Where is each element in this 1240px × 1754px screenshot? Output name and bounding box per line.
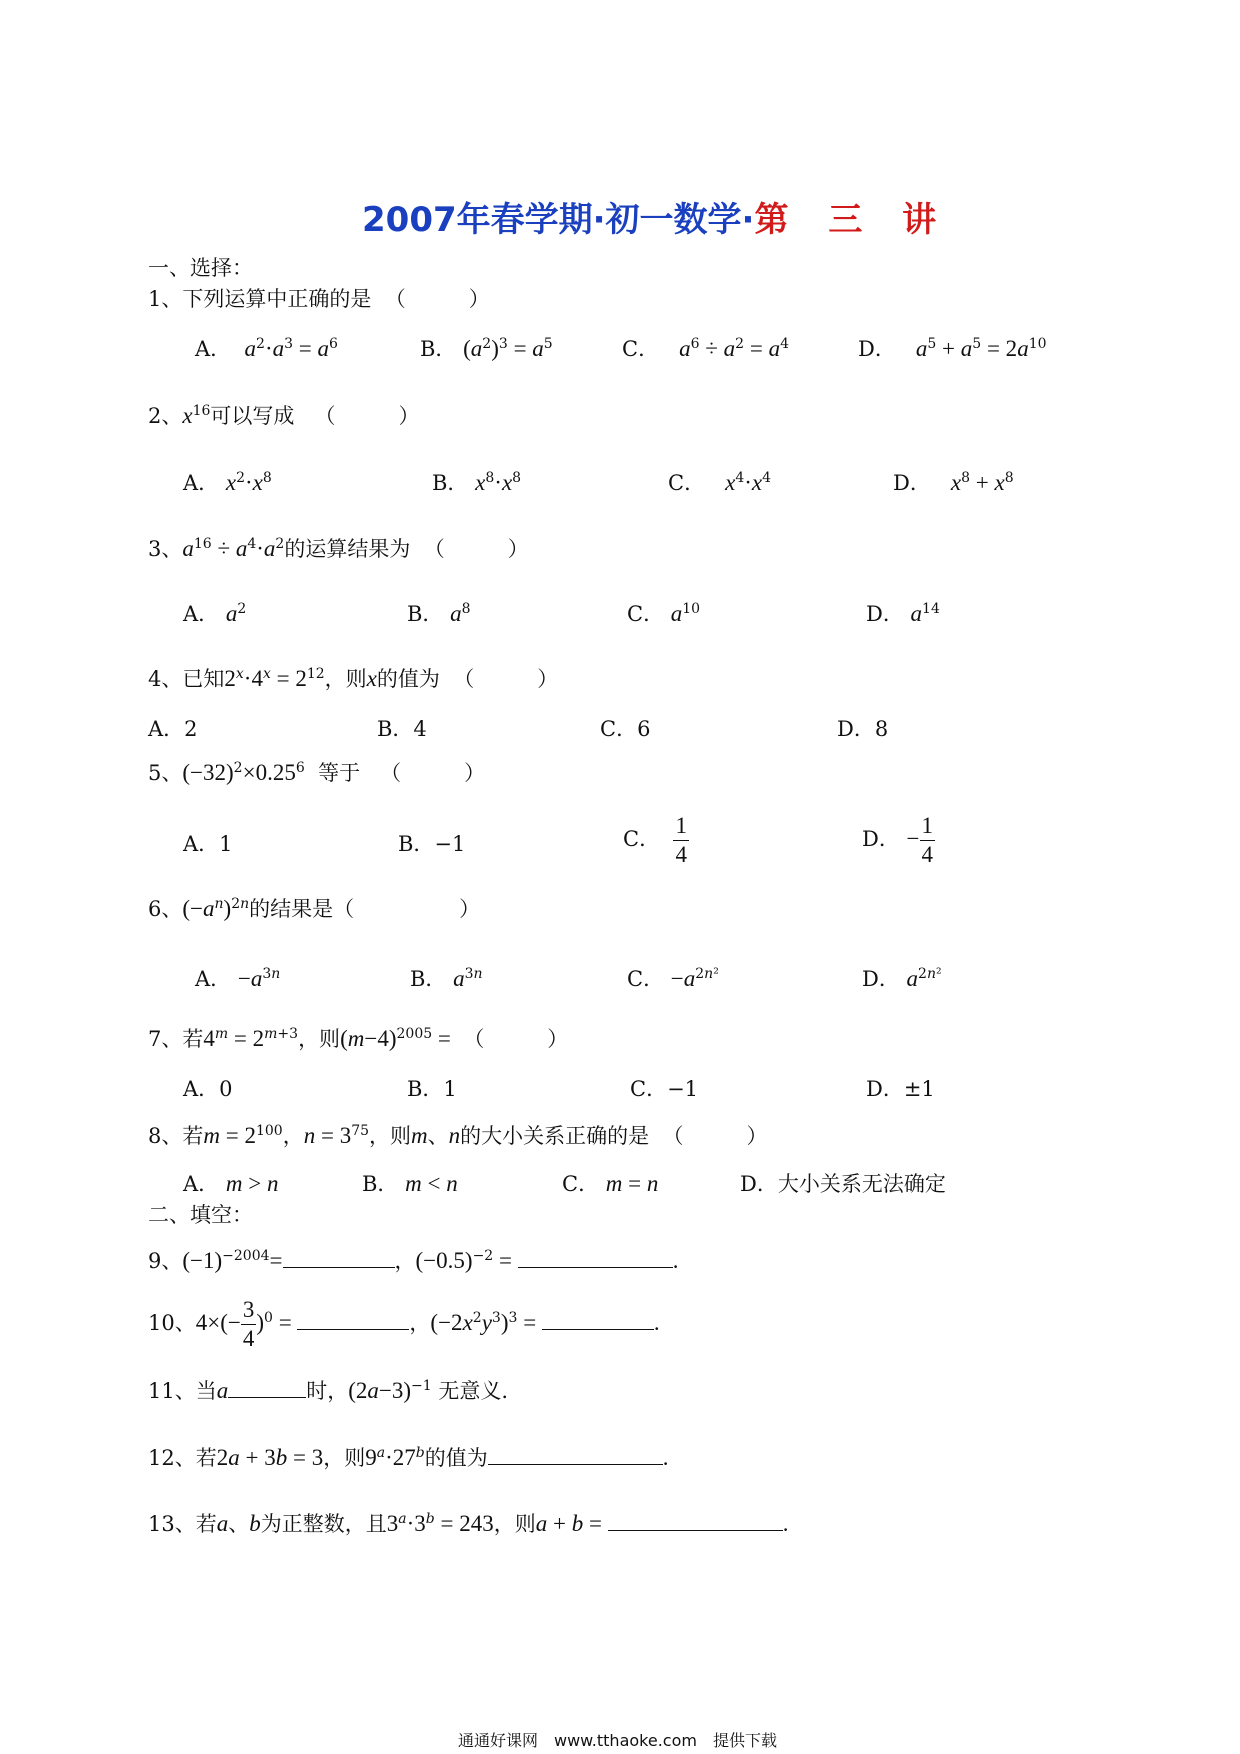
section-fill-heading: 二、填空： — [148, 1203, 253, 1227]
q4-option-c: C．6 — [600, 717, 651, 741]
q2-option-d: D． $x^8 + x^8$ — [893, 470, 1014, 495]
q3-option-a: A． $a^2$ — [183, 601, 247, 626]
q2-option-a: A． $x^2\cdot x^8$ — [183, 470, 272, 495]
q5-option-c: C． $\frac{1}{4}$ — [623, 813, 687, 867]
q10: 10、4×(− $\frac{3}{4}$ )$^0$ = ，$(-2x^2y^3)^3$ = . — [148, 1297, 660, 1351]
q1-option-d: D． $a^5 + a^5 = 2a^{10}$ — [858, 336, 1047, 361]
q11: 11、当a 时，$(2a-3)^{-1}$ 无意义. — [148, 1378, 509, 1403]
q1-option-b: B． $(a^2)^3 = a^5$ — [420, 336, 553, 361]
q7-option-a: A．0 — [183, 1077, 233, 1101]
q6-option-d: D． $a^{2n^2}$ — [862, 966, 942, 991]
q9-blank-2[interactable] — [518, 1247, 673, 1268]
q13: 13、若a、b为正整数，且$3^a\cdot 3^b = 243$，则a + b = . — [148, 1511, 789, 1536]
q4-option-d: D．8 — [837, 717, 889, 741]
q10-blank-2[interactable] — [542, 1309, 654, 1330]
q8-option-d: D．大小关系无法确定 — [740, 1172, 946, 1196]
q7-option-d: D．±1 — [866, 1077, 935, 1101]
q9-blank-1[interactable] — [283, 1247, 395, 1268]
q3-option-d: D． $a^{14}$ — [866, 601, 940, 626]
q8-option-b: B． m < n — [362, 1171, 458, 1196]
q5-option-b: B．−1 — [398, 832, 466, 856]
q6-option-a: A． $-a^{3n}$ — [195, 966, 281, 991]
q2-stem: 2、$x^{16}$可以写成 （ ） — [148, 403, 420, 428]
page-title: 2007年春学期·初一数学·第 三 讲 — [362, 200, 951, 240]
q7-option-b: B．1 — [407, 1077, 457, 1101]
q4-option-a: A．2 — [148, 717, 198, 741]
q5-stem: 5、$(-32)^2\times 0.25^6$ 等于 （ ） — [148, 760, 486, 785]
q8-option-c: C． m = n — [562, 1171, 659, 1196]
q4-option-b: B．4 — [377, 717, 427, 741]
q6-option-b: B． $a^{3n}$ — [410, 966, 483, 991]
q2-option-b: B． $x^8\cdot x^8$ — [432, 470, 522, 495]
q7-stem: 7、若$4^m = 2^{m+3}$，则$(m-4)^{2005}$ = （ ） — [148, 1026, 569, 1051]
q12: 12、若2a + 3b = 3，则$9^a\cdot 27^b$的值为 . — [148, 1445, 669, 1470]
q3-option-c: C． $a^{10}$ — [627, 601, 701, 626]
q1-option-a: A． $a^2\cdot a^3 = a^6$ — [195, 336, 338, 361]
q13-blank[interactable] — [608, 1510, 783, 1531]
q2-option-c: C． $x^4\cdot x^4$ — [668, 470, 772, 495]
section-choice-heading: 一、选择： — [148, 256, 253, 280]
q3-stem: 3、$a^{16} \div a^4\cdot a^2$的运算结果为 （ ） — [148, 536, 529, 561]
q6-stem: 6、$(-a^n)^{2n}$的结果是（ ） — [148, 896, 481, 921]
q12-blank[interactable] — [488, 1444, 663, 1465]
q8-stem: 8、若$m = 2^{100}$，$n = 3^{75}$，则m、n的大小关系正确的是 （ ） — [148, 1123, 768, 1148]
q7-option-c: C．−1 — [630, 1077, 699, 1101]
q9: 9、$(-1)^{-2004}=$ ，$(-0.5)^{-2}$ = . — [148, 1248, 679, 1273]
q11-blank[interactable] — [228, 1377, 306, 1398]
q6-option-c: C． $-a^{2n^2}$ — [627, 966, 719, 991]
page-footer: 通通好课网 www.tthaoke.com 提供下载 — [458, 1731, 777, 1750]
q4-stem: 4、已知$2^x\cdot 4^x = 2^{12}$，则x的值为 （ ） — [148, 666, 559, 691]
q8-option-a: A． m > n — [183, 1171, 279, 1196]
q1-stem: 1、下列运算中正确的是 （ ） — [148, 287, 490, 311]
q3-option-b: B． $a^8$ — [407, 601, 471, 626]
q5-option-a: A．1 — [183, 832, 233, 856]
q5-option-d: D． − $\frac{1}{4}$ — [862, 813, 934, 867]
q1-option-c: C． $a^6 \div a^2 = a^4$ — [622, 336, 789, 361]
q10-blank-1[interactable] — [297, 1309, 409, 1330]
